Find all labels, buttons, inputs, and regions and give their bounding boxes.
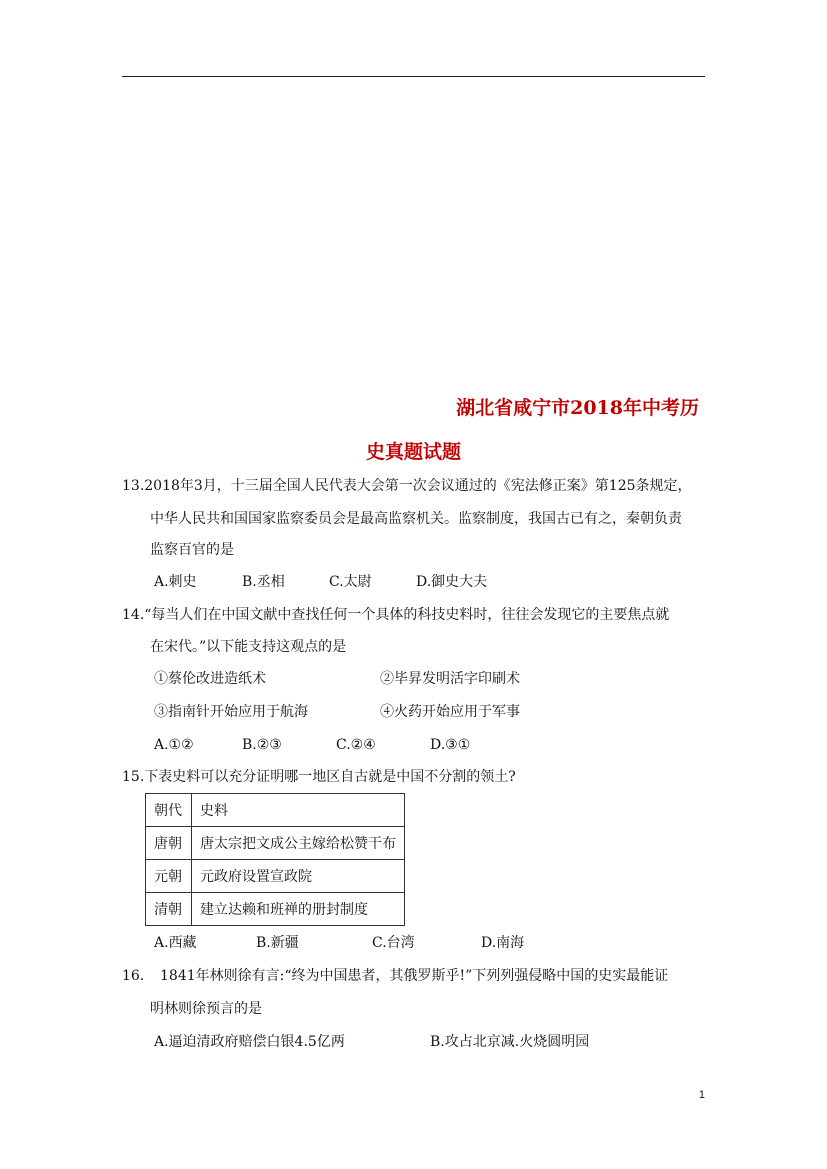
option-d: D.御史大夫 [416,574,488,590]
header-rule [122,76,705,77]
option-c: C.太尉 [329,574,372,590]
option-c: C.台湾 [372,935,415,951]
table-cell: 清朝 [146,893,192,926]
history-table [145,793,405,926]
exam-title-line2: 史真题试题 [365,441,461,463]
question-13-line2: 中华人民共和国国家监察委员会是最高监察机关。监察制度，我国古已有之，秦朝负责 [150,511,682,527]
question-14-line2: 在宋代。”以下能支持这观点的是 [150,639,347,655]
page-number: 1 [698,1089,705,1101]
option-a: A.西藏 [154,935,197,951]
option-a: A.逼迫清政府赔偿白银4.5亿两 [154,1034,345,1050]
table-cell: 唐太宗把文成公主嫁给松赞干布 [192,827,405,860]
option-d: D.③① [430,737,471,753]
table-header-cell: 史料 [192,794,405,827]
option-a: A.①② [154,737,194,753]
option-b: B.新疆 [256,935,299,951]
option-a: A.刺史 [154,574,197,590]
question-15-line1: 15.下表史料可以充分证明哪一地区自古就是中国不分割的领土? [122,769,516,785]
question-14-line1: 14.“每当人们在中国文献中查找任何一个具体的科技史料时，往往会发现它的主要焦点就 [122,607,670,623]
table-cell: 建立达赖和班禅的册封制度 [192,893,405,926]
table-header-row [146,794,405,827]
item-1: ①蔡伦改进造纸术 [154,671,266,687]
option-b: B.攻占北京减.火烧圆明园 [430,1034,590,1050]
option-b: B.②③ [242,737,282,753]
option-b: B.丞相 [242,574,285,590]
question-16-line2: 明林则徐预言的是 [150,1001,262,1017]
table-cell: 元政府设置宣政院 [192,860,405,893]
item-4: ④火药开始应用于军事 [380,704,520,720]
question-13-line3: 监察百官的是 [150,542,234,558]
option-c: C.②④ [336,737,376,753]
question-16-number: 16. [122,968,145,984]
question-16-line1: 1841年林则徐有言:“终为中国患者，其俄罗斯乎!”下列列强侵略中国的史实最能证 [160,968,669,984]
table-cell: 元朝 [146,860,192,893]
table-row [146,827,405,860]
option-d: D.南海 [481,935,525,951]
table-header-cell: 朝代 [146,794,192,827]
table-row [146,893,405,926]
question-13-line1: 13.2018年3月，十三届全国人民代表大会第一次会议通过的《宪法修正案》第125条规定， [122,478,692,494]
exam-title-line1: 湖北省咸宁市2018年中考历 [456,397,699,419]
item-3: ③指南针开始应用于航海 [154,704,308,720]
table-cell: 唐朝 [146,827,192,860]
table-row [146,860,405,893]
item-2: ②毕昇发明活字印刷术 [380,671,520,687]
